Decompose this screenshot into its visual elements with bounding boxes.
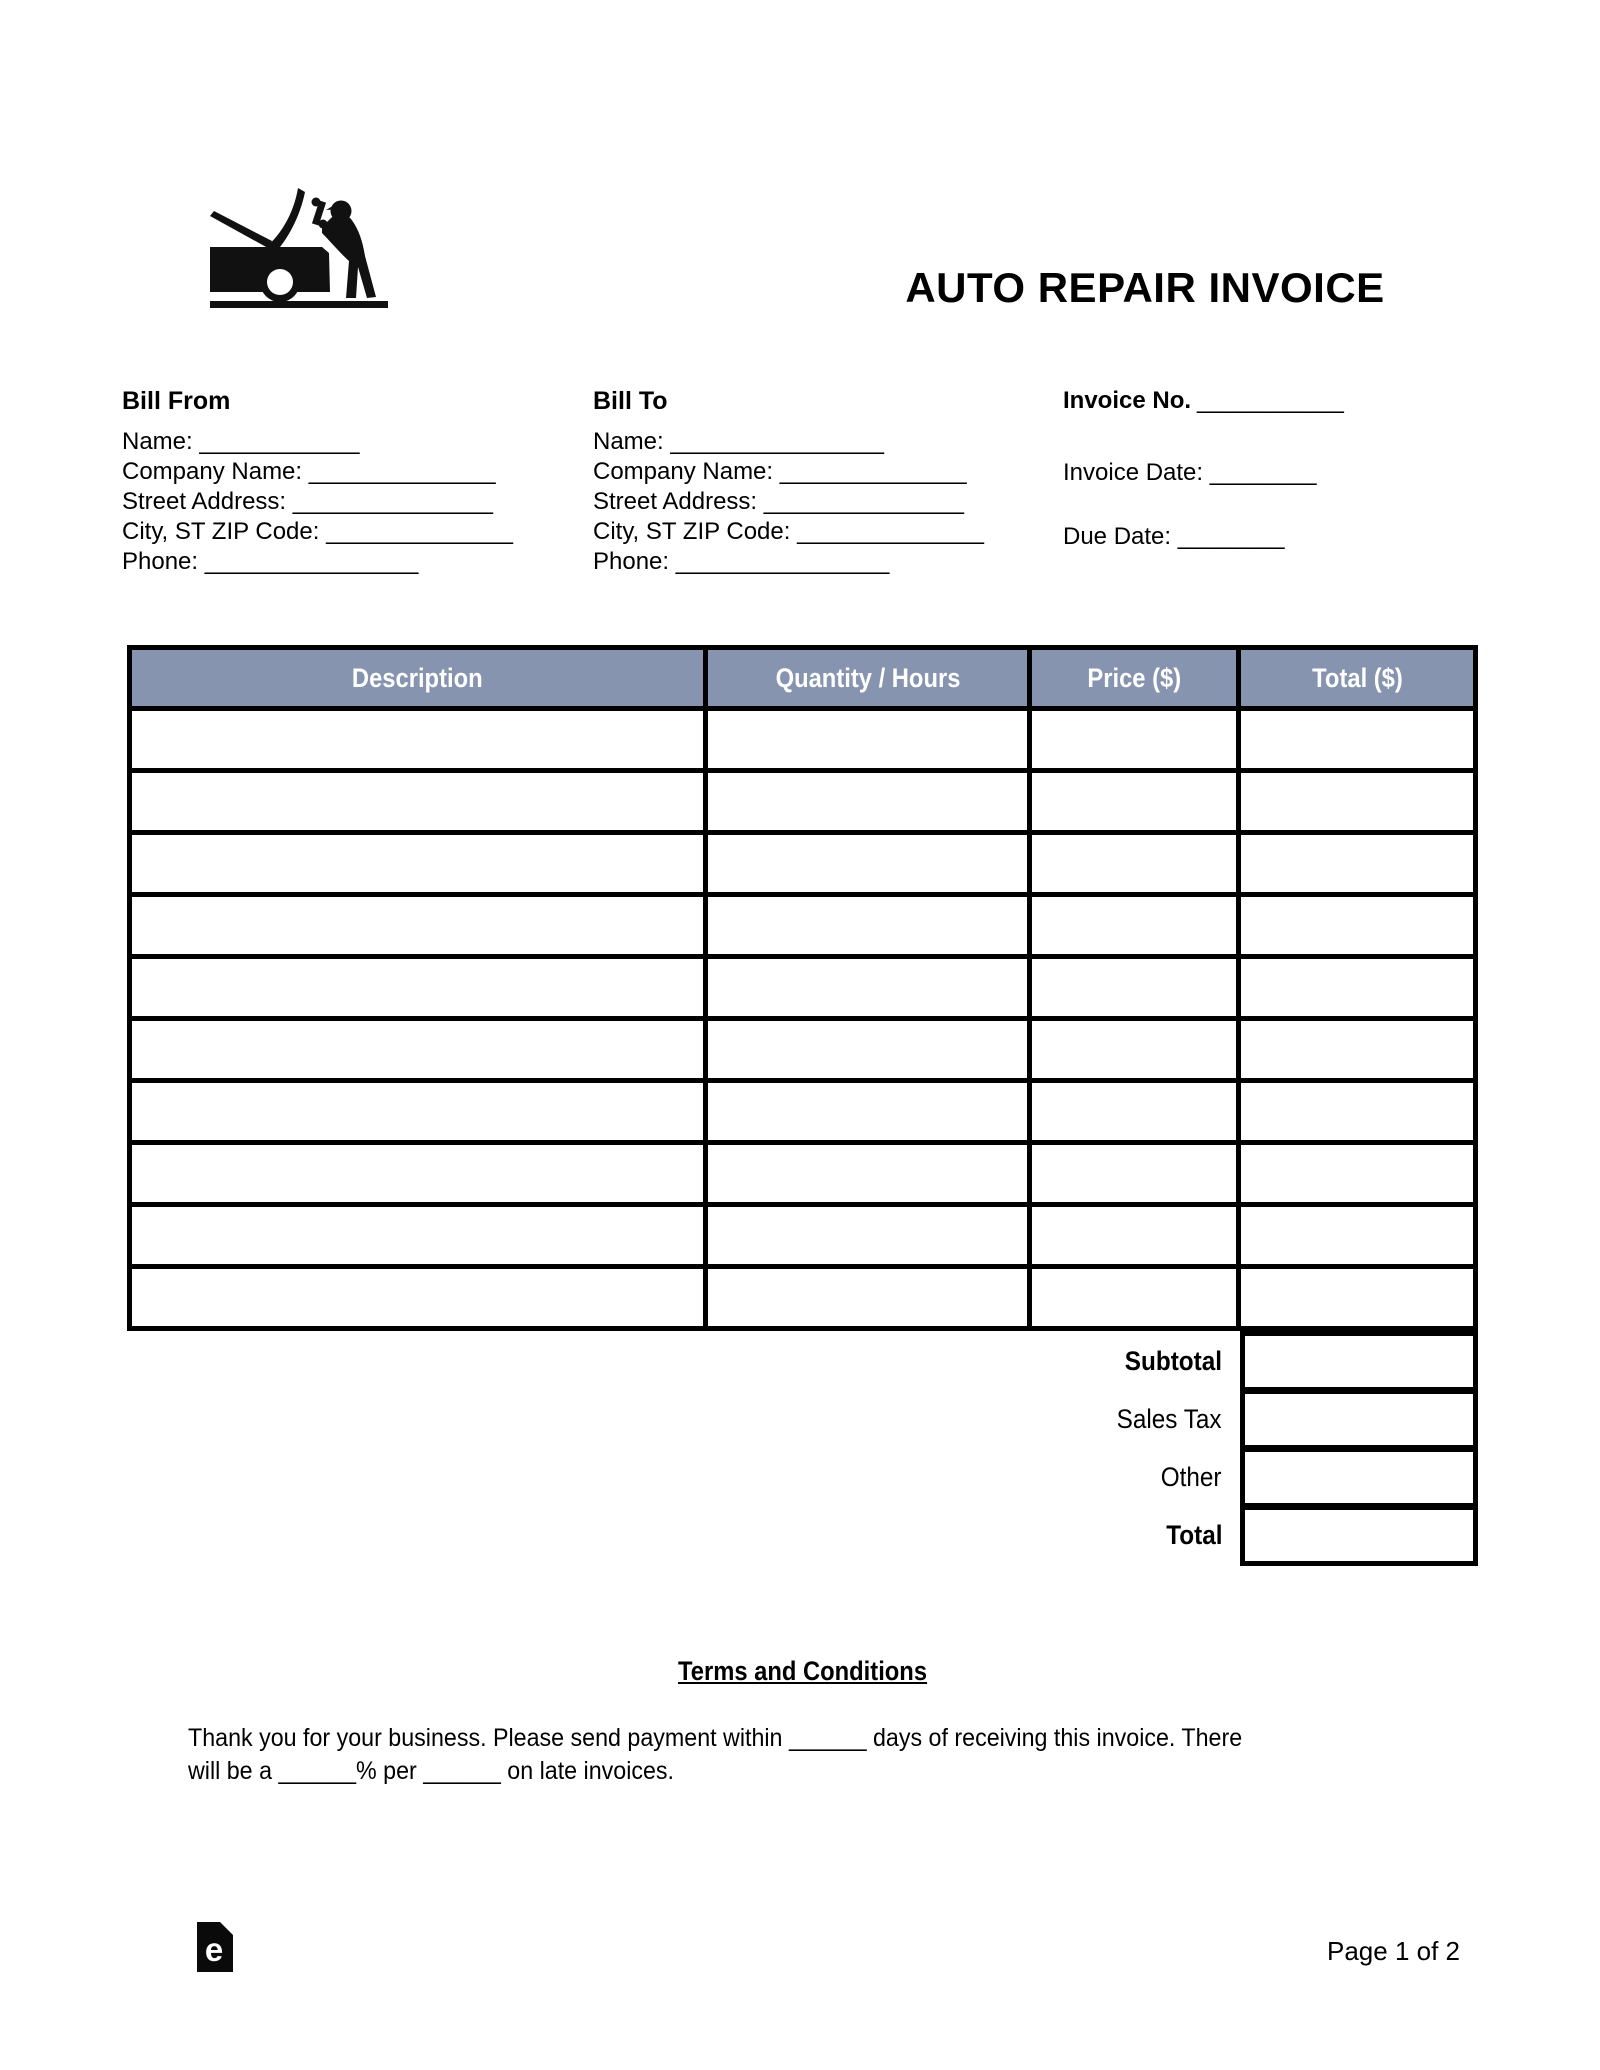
bill-to-section bbox=[593, 386, 984, 577]
total-value-box bbox=[1240, 1505, 1478, 1566]
terms-line-1: Thank you for your business. Please send payment within ______ days of receiving this invoice. There bbox=[188, 1724, 1243, 1752]
table-row bbox=[130, 1143, 1476, 1205]
bill-from-name-line: Name: ____________ bbox=[122, 428, 360, 455]
bill-to-company-line: Company Name: ______________ bbox=[593, 458, 967, 485]
line-items-table bbox=[127, 645, 1478, 1331]
subtotal-value-box bbox=[1240, 1331, 1478, 1392]
other-value-box bbox=[1240, 1447, 1478, 1508]
table-row bbox=[130, 1205, 1476, 1267]
other-row bbox=[127, 1447, 1478, 1508]
column-header-description: Description bbox=[130, 648, 706, 709]
bill-to-phone-line: Phone: ________________ bbox=[593, 548, 890, 575]
table-row bbox=[130, 1267, 1476, 1329]
total-label: Total bbox=[1165, 1520, 1222, 1550]
bill-to-city-line: City, ST ZIP Code: ______________ bbox=[593, 518, 984, 545]
invoice-no-blank: ___________ bbox=[1197, 387, 1344, 414]
invoice-meta-section bbox=[1063, 386, 1344, 552]
sales-tax-label: Sales Tax bbox=[1117, 1404, 1222, 1434]
terms-heading: Terms and Conditions bbox=[677, 1656, 928, 1686]
page-title: AUTO REPAIR INVOICE bbox=[905, 264, 1385, 311]
other-label: Other bbox=[1161, 1462, 1222, 1492]
auto-mechanic-logo-icon bbox=[210, 185, 388, 310]
table-header-row bbox=[130, 648, 1476, 709]
line-items-body bbox=[130, 709, 1476, 1329]
column-header-quantity-hours: Quantity / Hours bbox=[706, 648, 1030, 709]
page-number: Page 1 of 2 bbox=[1327, 1936, 1460, 1966]
table-row bbox=[130, 957, 1476, 1019]
table-row bbox=[130, 895, 1476, 957]
table-row bbox=[130, 709, 1476, 771]
bill-to-name-line: Name: ________________ bbox=[593, 428, 884, 455]
bill-from-street-line: Street Address: _______________ bbox=[122, 488, 493, 515]
totals-summary bbox=[127, 1331, 1478, 1566]
due-date-line: Due Date: ________ bbox=[1063, 523, 1285, 550]
terms-line-2: will be a ______% per ______ on late invoices. bbox=[188, 1757, 675, 1785]
bill-from-company-line: Company Name: ______________ bbox=[122, 458, 496, 485]
eforms-logo-icon bbox=[197, 1922, 233, 1972]
subtotal-row bbox=[127, 1331, 1478, 1392]
bill-from-section bbox=[122, 386, 513, 577]
bill-to-street-line: Street Address: _______________ bbox=[593, 488, 964, 515]
bill-to-heading: Bill To bbox=[593, 387, 668, 415]
table-row bbox=[130, 833, 1476, 895]
column-header-price: Price ($) bbox=[1030, 648, 1239, 709]
bill-from-heading: Bill From bbox=[122, 387, 231, 415]
sales-tax-value-box bbox=[1240, 1389, 1478, 1450]
terms-paragraph bbox=[188, 1722, 1322, 1788]
column-header-total: Total ($) bbox=[1239, 648, 1476, 709]
invoice-no-label: Invoice No. bbox=[1063, 387, 1192, 414]
table-row bbox=[130, 1019, 1476, 1081]
invoice-date-line: Invoice Date: ________ bbox=[1063, 459, 1317, 486]
bill-from-city-line: City, ST ZIP Code: ______________ bbox=[122, 518, 513, 545]
bill-from-phone-line: Phone: ________________ bbox=[122, 548, 419, 575]
total-row bbox=[127, 1505, 1478, 1566]
sales-tax-row bbox=[127, 1389, 1478, 1450]
table-row bbox=[130, 1081, 1476, 1143]
subtotal-label: Subtotal bbox=[1124, 1346, 1222, 1376]
svg-text:e: e bbox=[204, 1931, 224, 1968]
table-row bbox=[130, 771, 1476, 833]
